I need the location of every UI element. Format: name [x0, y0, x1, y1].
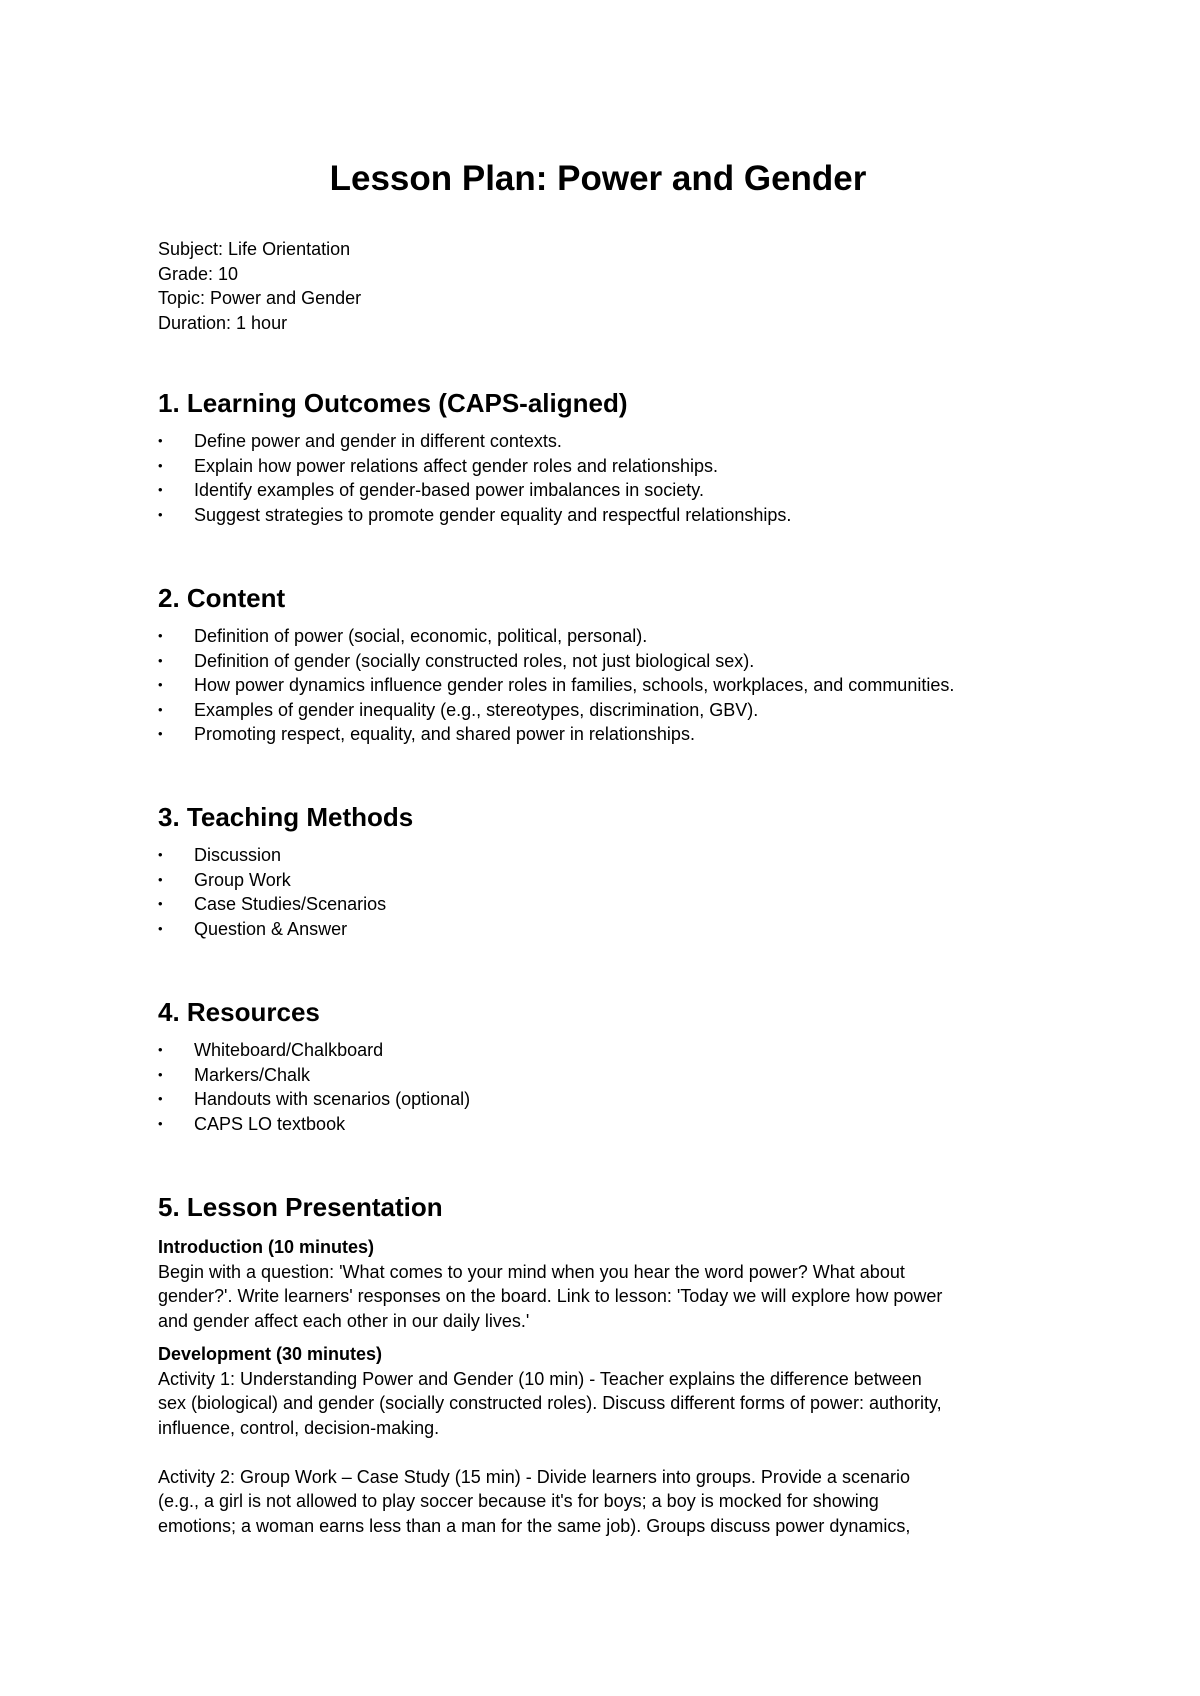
section-resources [158, 996, 1058, 1136]
bullet-icon: • [158, 1091, 163, 1106]
bullet-list [158, 624, 1058, 747]
list-item: • Promoting respect, equality, and shared power in relationships. [158, 722, 1058, 747]
bullet-icon: • [158, 628, 163, 643]
paragraph-line: Activity 1: Understanding Power and Gender (10 min) - Teacher explains the difference between [158, 1368, 922, 1389]
paragraph-line: emotions; a woman earns less than a man for the same job). Groups discuss power dynamics, [158, 1515, 911, 1536]
list-item: • How power dynamics influence gender roles in families, schools, workplaces, and communities. [158, 673, 1058, 698]
paragraph-line: influence, control, decision-making. [158, 1417, 440, 1438]
list-item: • Definition of power (social, economic, political, personal). [158, 624, 1058, 649]
list-item: • Define power and gender in different contexts. [158, 429, 1058, 454]
meta-topic: Topic: Power and Gender [158, 288, 362, 308]
paragraph-line: sex (biological) and gender (socially constructed roles). Discuss different forms of power: authority, [158, 1393, 942, 1413]
bullet-icon: • [158, 652, 163, 668]
section-learning-outcomes [158, 387, 1058, 527]
bullet-icon: • [158, 433, 163, 448]
page-title: Lesson Plan: Power and Gender [329, 159, 867, 198]
bullet-icon: • [158, 677, 163, 692]
list-item: • Definition of gender (socially constructed roles, not just biological sex). [158, 649, 1058, 674]
introduction-block [158, 1235, 1058, 1333]
list-item: • Question & Answer [158, 917, 1058, 942]
list-item: • Examples of gender inequality (e.g., stereotypes, discrimination, GBV). [158, 698, 1058, 723]
section-content [158, 582, 1058, 747]
list-item: • Explain how power relations affect gender roles and relationships. [158, 454, 1058, 479]
bullet-icon: • [158, 871, 163, 887]
section-heading: 2. Content [158, 583, 286, 613]
bullet-icon: • [158, 701, 163, 717]
meta-grade: Grade: 10 [158, 263, 239, 284]
bullet-list [158, 429, 1058, 527]
introduction-label: Introduction (10 minutes) [158, 1237, 374, 1257]
paragraph-line: Begin with a question: 'What comes to your mind when you hear the word power? What about [158, 1261, 905, 1282]
paragraph-line: and gender affect each other in our daily lives.' [158, 1310, 530, 1331]
paragraph-line: Activity 2: Group Work – Case Study (15 min) - Divide learners into groups. Provide a scenario [158, 1466, 910, 1487]
list-item: • Whiteboard/Chalkboard [158, 1038, 1058, 1063]
section-heading: 1. Learning Outcomes (CAPS-aligned) [158, 388, 628, 418]
list-item: • CAPS LO textbook [158, 1112, 1058, 1137]
bullet-icon: • [158, 1115, 163, 1131]
bullet-icon: • [158, 847, 163, 862]
list-item: • Identify examples of gender-based power imbalances in society. [158, 478, 1058, 503]
bullet-icon: • [158, 482, 163, 497]
meta-duration: Duration: 1 hour [158, 312, 288, 333]
bullet-list [158, 843, 1058, 941]
list-item: • Group Work [158, 868, 1058, 893]
bullet-icon: • [158, 506, 163, 522]
section-heading: 5. Lesson Presentation [158, 1192, 443, 1222]
list-item: • Suggest strategies to promote gender equality and respectful relationships. [158, 503, 1058, 528]
bullet-icon: • [158, 1042, 163, 1057]
development-label: Development (30 minutes) [158, 1344, 383, 1364]
list-item: • Handouts with scenarios (optional) [158, 1087, 1058, 1112]
lesson-meta [158, 237, 361, 335]
development-block [158, 1342, 1058, 1538]
paragraph-line: gender?'. Write learners' responses on the board. Link to lesson: 'Today we will explore how power [158, 1286, 943, 1306]
meta-subject: Subject: Life Orientation [158, 239, 351, 259]
bullet-icon: • [158, 457, 163, 473]
section-lesson-presentation [158, 1191, 1058, 1538]
section-heading: 4. Resources [158, 997, 320, 1027]
bullet-icon: • [158, 726, 163, 741]
list-item: • Case Studies/Scenarios [158, 892, 1058, 917]
section-heading: 3. Teaching Methods [158, 802, 414, 832]
section-teaching-methods [158, 801, 1058, 941]
paragraph-line: (e.g., a girl is not allowed to play soccer because it's for boys; a boy is mocked for showing [158, 1491, 879, 1511]
bullet-icon: • [158, 896, 163, 911]
list-item: • Discussion [158, 843, 1058, 868]
bullet-list [158, 1038, 1058, 1136]
list-item: • Markers/Chalk [158, 1063, 1058, 1088]
bullet-icon: • [158, 920, 163, 936]
bullet-icon: • [158, 1066, 163, 1082]
